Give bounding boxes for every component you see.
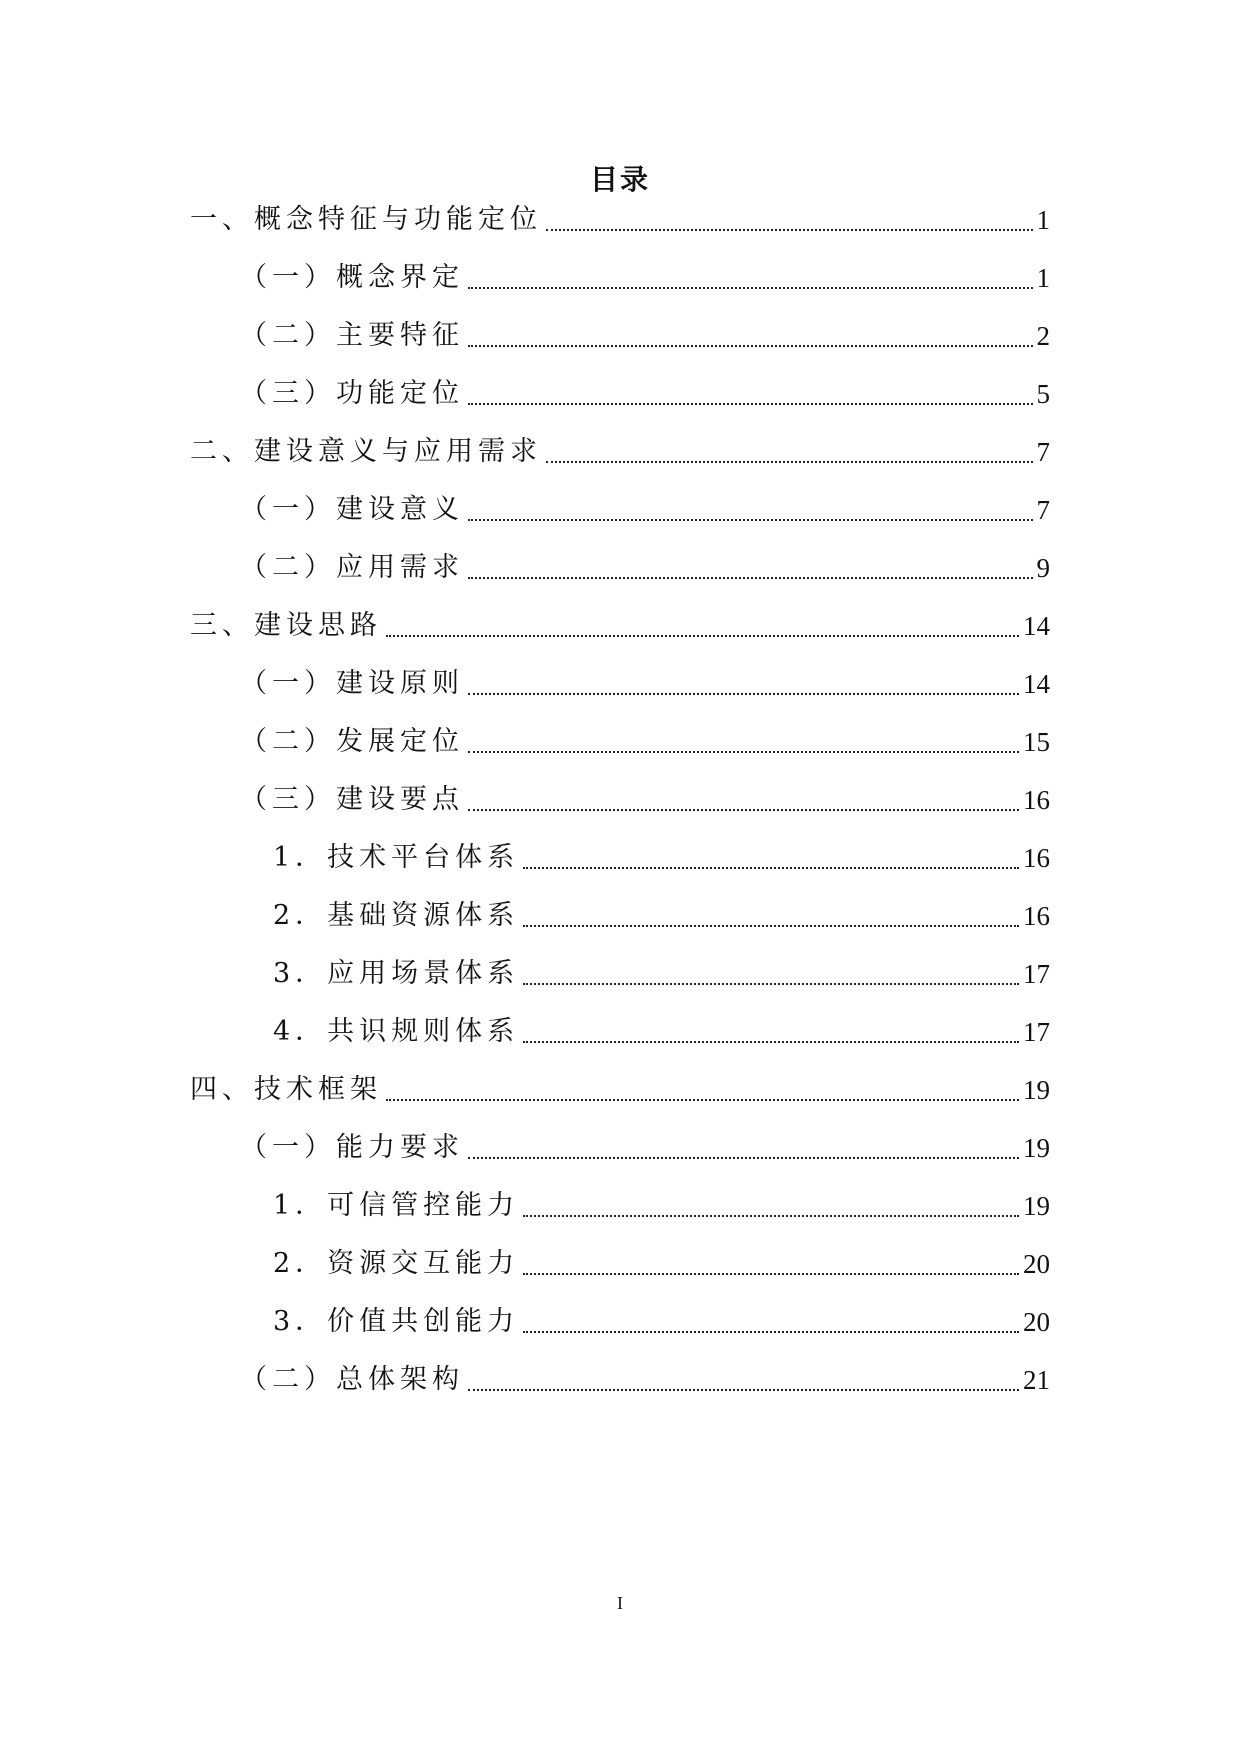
- toc-entry-page: 16: [1023, 785, 1050, 815]
- toc-entry-label: 1．技术平台体系: [273, 842, 520, 873]
- toc-dot-leader: [386, 635, 1019, 637]
- toc-entry-page: 14: [1023, 669, 1050, 699]
- toc-entry-label: （一）建设原则: [240, 668, 464, 699]
- toc-entry[interactable]: [240, 1126, 1050, 1170]
- toc-entry-label: 四、技术框架: [190, 1074, 382, 1105]
- toc-dot-leader: [546, 229, 1033, 231]
- toc-entry-page: 14: [1023, 611, 1050, 641]
- toc-dot-leader: [468, 287, 1033, 289]
- toc-entry-page: 19: [1023, 1133, 1050, 1163]
- toc-entry[interactable]: [273, 1010, 1050, 1054]
- toc-entry-label: 一、概念特征与功能定位: [190, 204, 542, 235]
- toc-entry[interactable]: [273, 1300, 1050, 1344]
- toc-entry-page: 16: [1023, 843, 1050, 873]
- toc-dot-leader: [523, 1215, 1019, 1217]
- toc-dot-leader: [523, 925, 1019, 927]
- toc-entry-label: （一）概念界定: [240, 262, 464, 293]
- toc-entry[interactable]: [240, 314, 1050, 358]
- toc-entry[interactable]: [273, 952, 1050, 996]
- toc-entry[interactable]: [240, 256, 1050, 300]
- toc-entry[interactable]: [190, 604, 1050, 648]
- toc-entry-page: 17: [1023, 959, 1050, 989]
- toc-entry-label: 1．可信管控能力: [273, 1190, 520, 1221]
- toc-entry-label: 2．资源交互能力: [273, 1248, 520, 1279]
- toc-dot-leader: [523, 1331, 1019, 1333]
- toc-entry-label: 3．价值共创能力: [273, 1306, 520, 1337]
- toc-entry-label: 2．基础资源体系: [273, 900, 520, 931]
- toc-dot-leader: [468, 345, 1033, 347]
- toc-entry-page: 21: [1023, 1365, 1050, 1395]
- toc-dot-leader: [468, 809, 1019, 811]
- toc-entry-page: 16: [1023, 901, 1050, 931]
- toc-entry[interactable]: [273, 1184, 1050, 1228]
- toc-entry-label: 4．共识规则体系: [273, 1016, 520, 1047]
- toc-dot-leader: [468, 751, 1019, 753]
- toc-dot-leader: [468, 403, 1033, 405]
- toc-entry[interactable]: [240, 720, 1050, 764]
- toc-entry[interactable]: [240, 488, 1050, 532]
- toc-entry-label: 三、建设思路: [190, 610, 382, 641]
- toc-dot-leader: [523, 1273, 1019, 1275]
- toc-entry[interactable]: [273, 1242, 1050, 1286]
- toc-entry[interactable]: [240, 662, 1050, 706]
- toc-entry-label: （二）主要特征: [240, 320, 464, 351]
- page-number-footer: I: [617, 1593, 623, 1613]
- toc-entry-page: 19: [1023, 1075, 1050, 1105]
- toc-entry-label: （二）应用需求: [240, 552, 464, 583]
- toc-entry-label: （三）功能定位: [240, 378, 464, 409]
- toc-entry[interactable]: [190, 1068, 1050, 1112]
- toc-entry-label: 3．应用场景体系: [273, 958, 520, 989]
- toc-entry[interactable]: [240, 1358, 1050, 1402]
- toc-entry[interactable]: [240, 546, 1050, 590]
- toc-entry-page: 9: [1036, 553, 1050, 583]
- toc-dot-leader: [468, 693, 1019, 695]
- toc-dot-leader: [468, 519, 1033, 521]
- toc-entry-page: 17: [1023, 1017, 1050, 1047]
- toc-entry-label: （三）建设要点: [240, 784, 464, 815]
- toc-entry[interactable]: [273, 836, 1050, 880]
- toc-entry-label: （二）发展定位: [240, 726, 464, 757]
- toc-entry-page: 1: [1036, 205, 1050, 235]
- toc-dot-leader: [546, 461, 1033, 463]
- toc-entry-page: 7: [1036, 437, 1050, 467]
- toc-title: 目录: [589, 163, 650, 196]
- toc-entry[interactable]: [240, 778, 1050, 822]
- toc-entry[interactable]: [240, 372, 1050, 416]
- toc-entry-label: （一）建设意义: [240, 494, 464, 525]
- toc-entry-label: （二）总体架构: [240, 1364, 464, 1395]
- toc-entry-page: 20: [1023, 1249, 1050, 1279]
- toc-entry-page: 7: [1036, 495, 1050, 525]
- toc-entry-page: 20: [1023, 1307, 1050, 1337]
- toc-dot-leader: [386, 1099, 1019, 1101]
- toc-entry-page: 19: [1023, 1191, 1050, 1221]
- toc-dot-leader: [468, 1389, 1019, 1391]
- toc-entry-page: 2: [1036, 321, 1050, 351]
- toc-entry[interactable]: [273, 894, 1050, 938]
- toc-entry-label: 二、建设意义与应用需求: [190, 436, 542, 467]
- toc-dot-leader: [523, 1041, 1019, 1043]
- toc-entry-label: （一）能力要求: [240, 1132, 464, 1163]
- toc-entry-page: 5: [1036, 379, 1050, 409]
- toc-entry-page: 15: [1023, 727, 1050, 757]
- toc-entry[interactable]: [190, 430, 1050, 474]
- toc-dot-leader: [523, 983, 1019, 985]
- toc-dot-leader: [468, 1157, 1019, 1159]
- toc-entry[interactable]: [190, 198, 1050, 242]
- toc-dot-leader: [523, 867, 1019, 869]
- toc-entry-page: 1: [1036, 263, 1050, 293]
- toc-dot-leader: [468, 577, 1033, 579]
